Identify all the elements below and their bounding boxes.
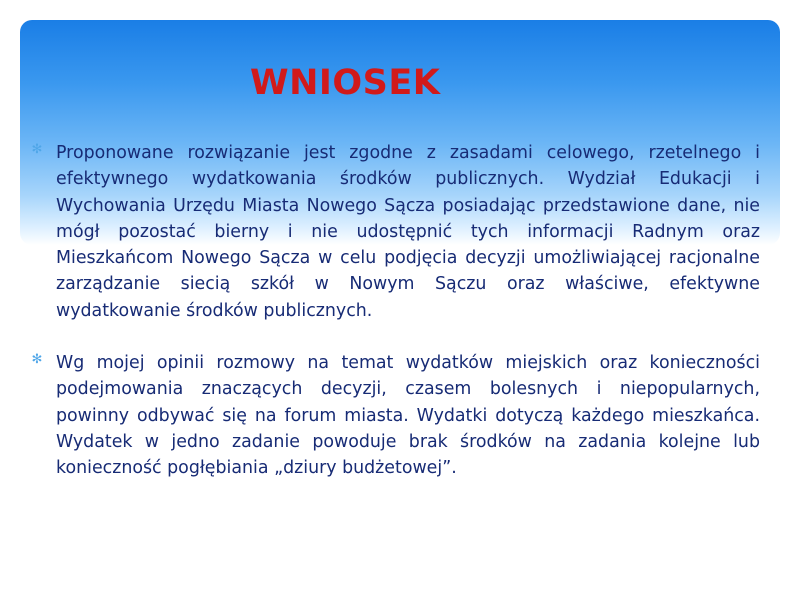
bullet-list — [30, 140, 760, 482]
bullet-item — [30, 350, 760, 481]
bullet-item — [30, 140, 760, 324]
snowflake-bullet-icon: ✻ — [31, 352, 43, 368]
snowflake-bullet-icon: ✻ — [31, 142, 43, 157]
bullet-text: Wg mojej opinii rozmowy na temat wydatków miejskich oraz konieczności podejmowania znaczących decyzji, czasem bolesnych i niepopularnych, powinny odbywać się na forum miasta. Wydatki dotyczą każdego mieszkańca. Wydatek w jedno zadanie powoduje brak środków na zadania kolejne lub konieczność pogłębiania „dziury budżetowej”. — [56, 353, 760, 479]
slide-title: WNIOSEK — [250, 63, 441, 103]
bullet-text: Proponowane rozwiązanie jest zgodne z zasadami celowego, rzetelnego i efektywnego wydatkowania środków publicznych. Wydział Edukacji i Wychowania Urzędu Miasta Nowego Sącza posiadając przedstawione dane, nie mógł pozostać bierny i nie udostępnić tych informacji Radnym oraz Mieszkańcom Nowego Sącza w celu podjęcia decyzji umożliwiającej racjonalne zarządzanie siecią szkół w Nowym Sączu oraz właściwe, efektywne wydatkowanie środków publicznych. — [56, 143, 760, 321]
